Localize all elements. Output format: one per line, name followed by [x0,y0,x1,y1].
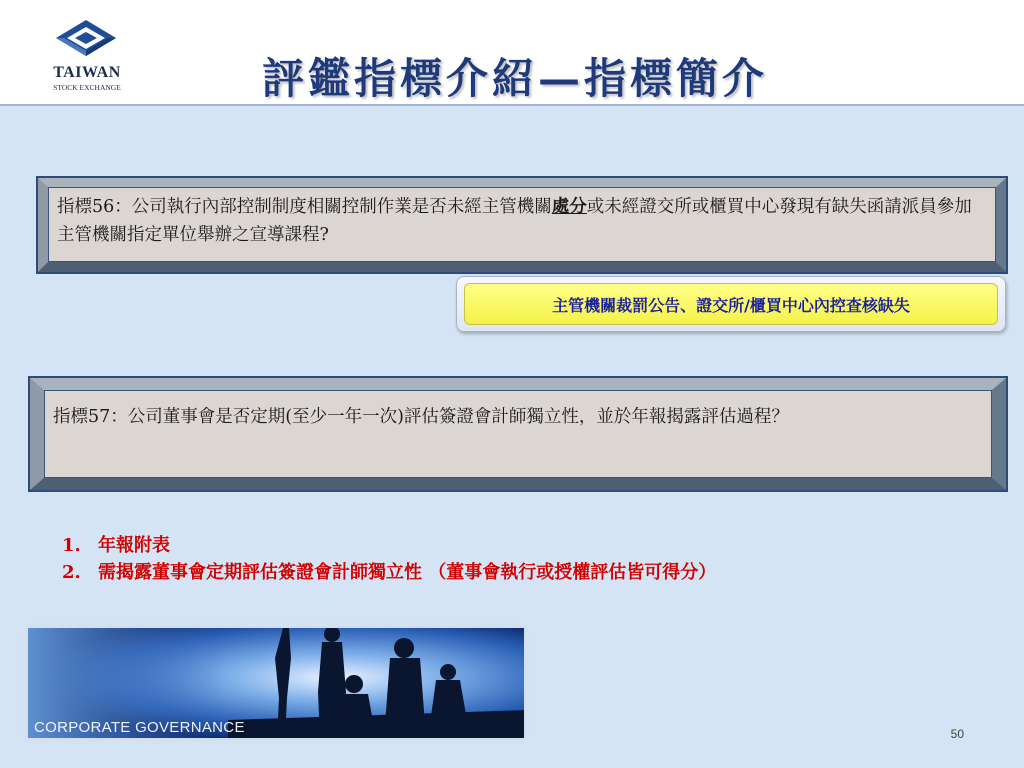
logo-subtext: STOCK EXCHANGE [53,83,121,92]
notes-list [62,532,716,586]
callout-label: 主管機關裁罰公告、證交所/櫃買中心內控查核缺失 [464,283,998,325]
list-item [62,532,716,559]
list-item-text: 年報附表 [98,535,170,556]
page-number: 50 [950,727,964,741]
indicator-56-text-end: 或未經證交所或櫃買中心發現有缺失函請派員參加主管機關指定單位舉辦之宣導課程? [57,197,972,245]
indicator-56-emphasis: 處分 [551,197,587,217]
indicator-57-box [28,376,1008,492]
indicator-57-text: 指標57：公司董事會是否定期(至少一年一次)評估簽證會計師獨立性，並於年報揭露評估過程？ [44,390,992,478]
photo-caption: CORPORATE GOVERNANCE [34,719,245,736]
logo-wordmark: TAIWAN [53,64,121,81]
indicator-56-text [48,187,996,262]
callout-box [456,276,1006,332]
list-item [62,559,716,586]
list-item-text: 需揭露董事會定期評估簽證會計師獨立性 （董事會執行或授權評估皆可得分） [98,562,717,583]
list-item-number: 2. [62,562,81,583]
slide-title: 評鑑指標介紹—指標簡介 [262,54,769,103]
slide-header [0,0,1024,106]
indicator-56-text-start: 指標56：公司執行內部控制制度相關控制作業是否未經主管機關 [57,197,552,217]
indicator-56-box [36,176,1008,274]
list-item-number: 1. [62,535,81,556]
corporate-governance-photo [28,628,524,738]
